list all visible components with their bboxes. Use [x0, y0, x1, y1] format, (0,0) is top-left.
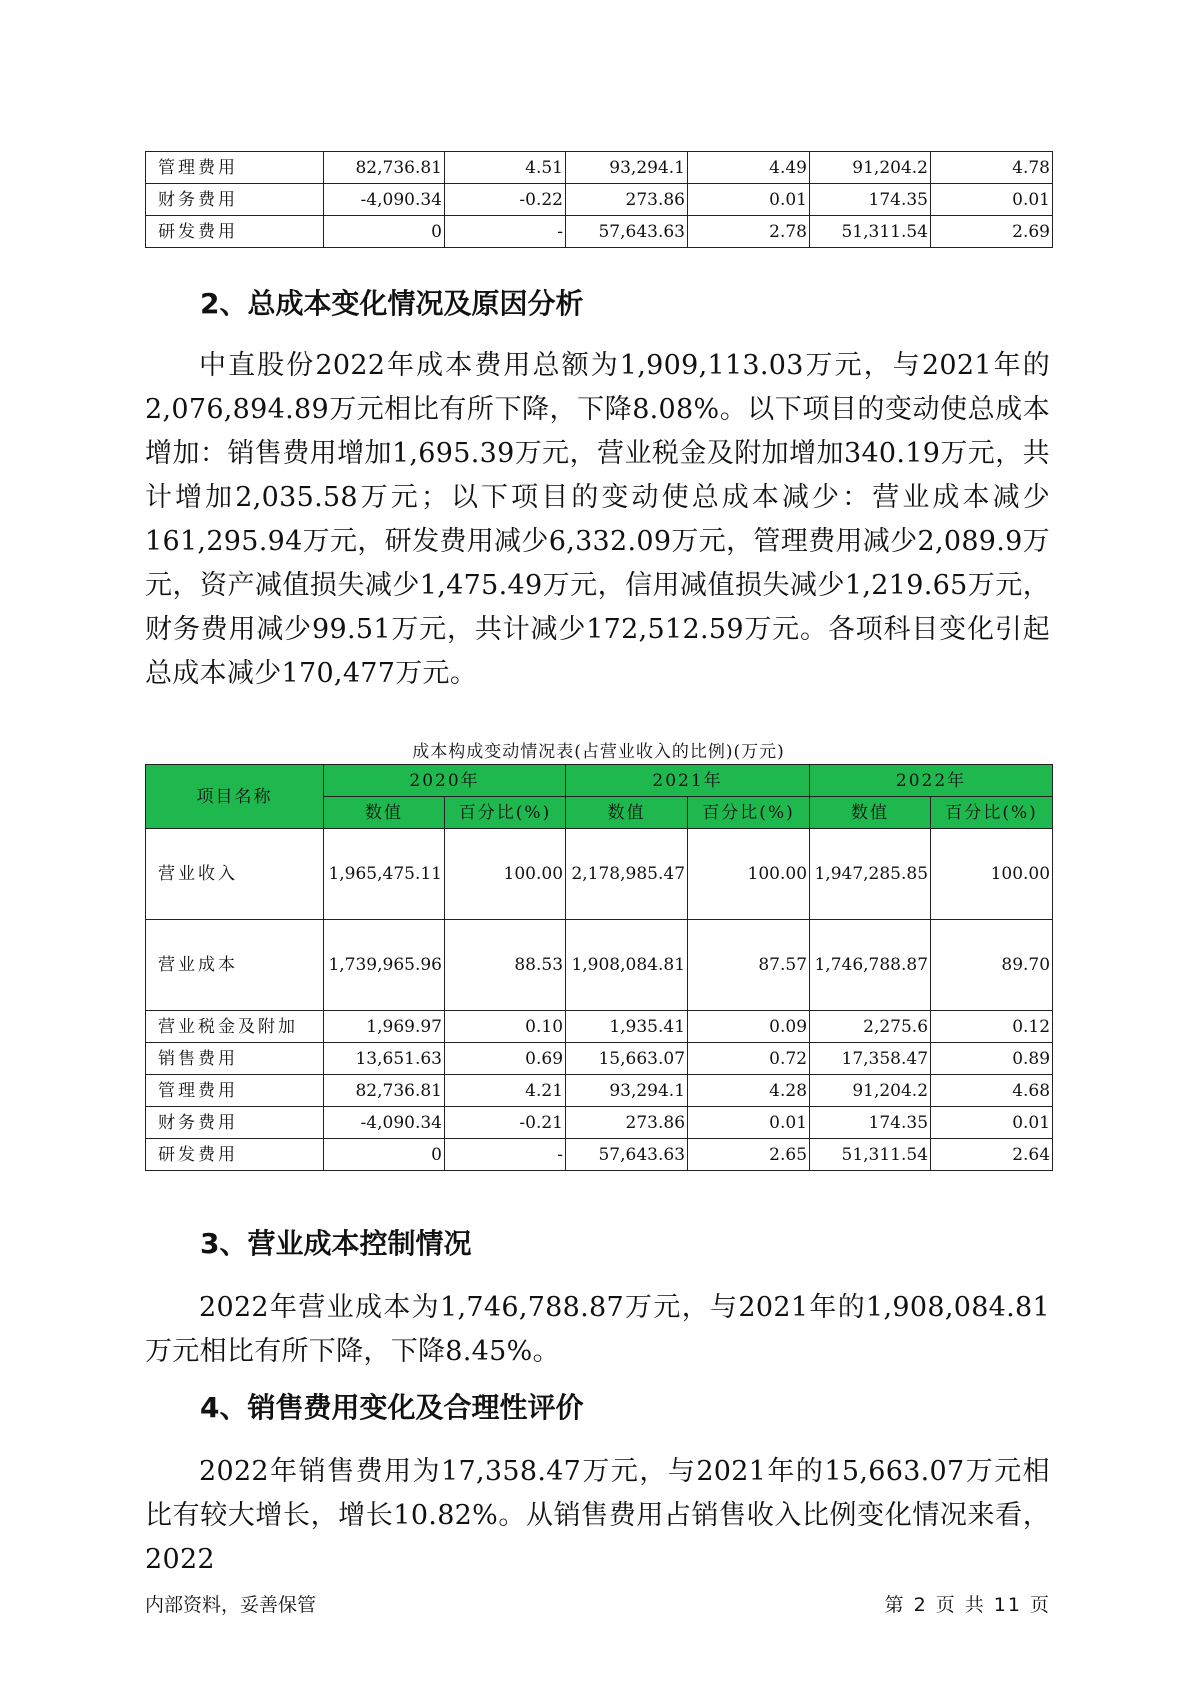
header-value: 数值 [566, 797, 688, 829]
operating-cost-paragraph: 2022年营业成本为1,746,788.87万元，与2021年的1,908,084.81万元相比有所下降，下降8.45%。 [145, 1292, 1050, 1367]
percent-cell: 0.01 [688, 1107, 810, 1139]
percent-cell: 0.01 [688, 184, 810, 216]
value-cell: 82,736.81 [324, 152, 445, 184]
row-label: 财务费用 [146, 184, 324, 216]
percent-cell: 88.53 [445, 920, 566, 1011]
table-row [146, 1107, 1053, 1139]
table-row [146, 920, 1053, 1011]
percent-cell: 4.21 [445, 1075, 566, 1107]
percent-cell: 4.68 [931, 1075, 1053, 1107]
section-heading-total-cost: 2、总成本变化情况及原因分析 [200, 287, 584, 320]
percent-cell: 0.72 [688, 1043, 810, 1075]
table-row [146, 1043, 1053, 1075]
percent-cell: -0.22 [445, 184, 566, 216]
percent-cell: - [445, 1139, 566, 1171]
table-row [146, 1075, 1053, 1107]
percent-cell: 4.28 [688, 1075, 810, 1107]
footer-confidential-note: 内部资料，妥善保管 [145, 1594, 317, 1616]
row-label: 研发费用 [146, 1139, 324, 1171]
header-percent: 百分比(%) [931, 797, 1053, 829]
value-cell: 174.35 [810, 184, 931, 216]
value-cell: 1,947,285.85 [810, 829, 931, 920]
percent-cell: 2.64 [931, 1139, 1053, 1171]
value-cell: 17,358.47 [810, 1043, 931, 1075]
value-cell: -4,090.34 [324, 1107, 445, 1139]
header-value: 数值 [810, 797, 931, 829]
percent-cell: 4.51 [445, 152, 566, 184]
header-year-2021: 2021年 [566, 765, 810, 797]
percent-cell: 89.70 [931, 920, 1053, 1011]
previous-cost-table [145, 151, 1053, 248]
header-percent: 百分比(%) [445, 797, 566, 829]
percent-cell: -0.21 [445, 1107, 566, 1139]
value-cell: 0 [324, 216, 445, 248]
value-cell: 91,204.2 [810, 1075, 931, 1107]
percent-cell: 0.10 [445, 1011, 566, 1043]
percent-cell: 4.49 [688, 152, 810, 184]
row-label: 营业成本 [146, 920, 324, 1011]
value-cell: 51,311.54 [810, 216, 931, 248]
value-cell: 93,294.1 [566, 152, 688, 184]
value-cell: 57,643.63 [566, 216, 688, 248]
value-cell: 1,746,788.87 [810, 920, 931, 1011]
percent-cell: 4.78 [931, 152, 1053, 184]
table-row [146, 829, 1053, 920]
percent-cell: 0.12 [931, 1011, 1053, 1043]
value-cell: 2,275.6 [810, 1011, 931, 1043]
value-cell: 1,739,965.96 [324, 920, 445, 1011]
value-cell: 91,204.2 [810, 152, 931, 184]
percent-cell: 100.00 [931, 829, 1053, 920]
row-label: 营业收入 [146, 829, 324, 920]
value-cell: 273.86 [566, 1107, 688, 1139]
header-item-name: 项目名称 [146, 765, 324, 829]
row-label: 研发费用 [146, 216, 324, 248]
value-cell: 1,908,084.81 [566, 920, 688, 1011]
table-row [146, 1139, 1053, 1171]
value-cell: 1,935.41 [566, 1011, 688, 1043]
value-cell: 273.86 [566, 184, 688, 216]
cost-structure-table [145, 764, 1053, 1171]
value-cell: 51,311.54 [810, 1139, 931, 1171]
section-heading-operating-cost: 3、营业成本控制情况 [200, 1227, 472, 1260]
header-value: 数值 [324, 797, 445, 829]
table-row [146, 152, 1053, 184]
percent-cell: 0.01 [931, 1107, 1053, 1139]
percent-cell: - [445, 216, 566, 248]
row-label: 销售费用 [146, 1043, 324, 1075]
percent-cell: 87.57 [688, 920, 810, 1011]
row-label: 管理费用 [146, 152, 324, 184]
row-label: 营业税金及附加 [146, 1011, 324, 1043]
header-percent: 百分比(%) [688, 797, 810, 829]
table-row [146, 216, 1053, 248]
value-cell: 1,965,475.11 [324, 829, 445, 920]
table-row [146, 184, 1053, 216]
header-year-2022: 2022年 [810, 765, 1053, 797]
value-cell: 0 [324, 1139, 445, 1171]
percent-cell: 2.78 [688, 216, 810, 248]
value-cell: 93,294.1 [566, 1075, 688, 1107]
percent-cell: 0.89 [931, 1043, 1053, 1075]
value-cell: 15,663.07 [566, 1043, 688, 1075]
sales-expense-paragraph: 2022年销售费用为17,358.47万元，与2021年的15,663.07万元相比有较大增长，增长10.82%。从销售费用占销售收入比例变化情况来看，2022 [145, 1456, 1050, 1575]
percent-cell: 2.69 [931, 216, 1053, 248]
header-year-2020: 2020年 [324, 765, 566, 797]
percent-cell: 100.00 [445, 829, 566, 920]
total-cost-paragraph: 中直股份2022年成本费用总额为1,909,113.03万元，与2021年的2,076,894.89万元相比有所下降，下降8.08%。以下项目的变动使总成本增加：销售费用增加1,695.39万元，营业税金及附加增加340.19万元，共计增加2,035.58万元；以下项目的变动使总成本减少：营业成本减少161,295.94万元，研发费用减少6,332.09万元，管理费用减少2,089.9万元，资产减值损失减少1,475.49万元，信用减值损失减少1,219.65万元，财务费用减少99.51万元，共计减少172,512.59万元。各项科目变化引起总成本减少170,477万元。 [145, 350, 1050, 689]
value-cell: -4,090.34 [324, 184, 445, 216]
percent-cell: 0.69 [445, 1043, 566, 1075]
value-cell: 13,651.63 [324, 1043, 445, 1075]
value-cell: 2,178,985.47 [566, 829, 688, 920]
percent-cell: 0.09 [688, 1011, 810, 1043]
value-cell: 82,736.81 [324, 1075, 445, 1107]
row-label: 财务费用 [146, 1107, 324, 1139]
value-cell: 57,643.63 [566, 1139, 688, 1171]
footer-page-number: 第 2 页 共 11 页 [884, 1594, 1051, 1616]
row-label: 管理费用 [146, 1075, 324, 1107]
table-caption: 成本构成变动情况表(占营业收入的比例)(万元) [412, 742, 785, 762]
table-row [146, 1011, 1053, 1043]
percent-cell: 0.01 [931, 184, 1053, 216]
value-cell: 174.35 [810, 1107, 931, 1139]
percent-cell: 100.00 [688, 829, 810, 920]
percent-cell: 2.65 [688, 1139, 810, 1171]
section-heading-sales-expense: 4、销售费用变化及合理性评价 [200, 1391, 584, 1424]
value-cell: 1,969.97 [324, 1011, 445, 1043]
